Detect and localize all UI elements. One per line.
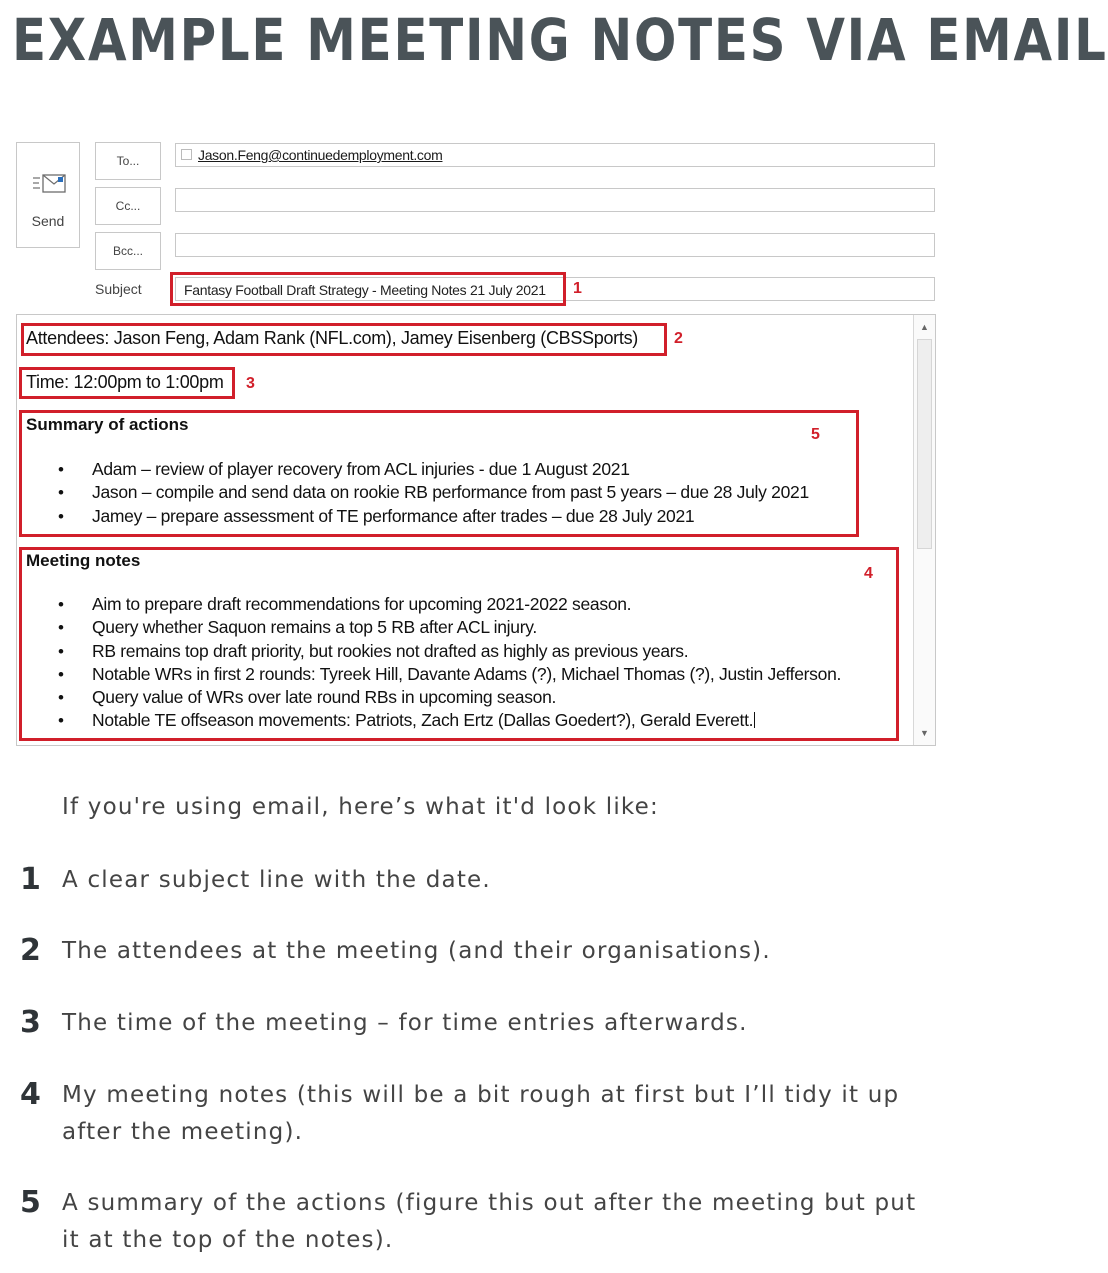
annotation-box-subject — [170, 272, 566, 306]
point-number: 5 — [20, 1185, 41, 1220]
list-item — [26, 709, 841, 732]
recipient-checkbox[interactable] — [181, 149, 192, 160]
summary-actions-list — [26, 458, 809, 528]
list-item-text: Notable TE offseason movements: Patriots, Zach Ertz (Dallas Goedert?), Gerald Everett. — [92, 710, 754, 731]
point-text: The time of the meeting – for time entries afterwards. — [62, 1010, 748, 1036]
intro-text: If you're using email, here’s what it'd look like: — [62, 794, 659, 820]
subject-value: Fantasy Football Draft Strategy - Meeting Notes 21 July 2021 — [184, 282, 546, 298]
meeting-notes-list — [26, 593, 841, 733]
send-button[interactable] — [16, 142, 80, 248]
bcc-button[interactable]: Bcc... — [95, 232, 161, 270]
list-item: • Jamey – prepare assessment of TE performance after trades – due 28 July 2021 — [26, 505, 809, 528]
list-item — [20, 1185, 940, 1259]
email-body[interactable] — [16, 314, 936, 746]
list-item — [20, 862, 940, 899]
point-number: 2 — [20, 933, 41, 968]
to-field[interactable] — [175, 143, 935, 167]
time-line: Time: 12:00pm to 1:00pm — [26, 372, 224, 392]
point-text: My meeting notes (this will be a bit rough at first but I’ll tidy it up after the meeting). — [62, 1082, 900, 1145]
to-recipient[interactable]: Jason.Feng@continuedemployment.com — [198, 147, 443, 163]
cc-button[interactable]: Cc... — [95, 187, 161, 225]
vertical-scrollbar[interactable] — [913, 315, 935, 745]
annotation-number-summary: 5 — [811, 426, 820, 443]
attendees-line: Attendees: Jason Feng, Adam Rank (NFL.com), Jamey Eisenberg (CBSSports) — [26, 328, 638, 348]
cc-field[interactable] — [175, 188, 935, 212]
point-text: A clear subject line with the date. — [62, 867, 491, 893]
annotation-number-subject: 1 — [573, 280, 582, 297]
to-button[interactable]: To... — [95, 142, 161, 180]
list-item: • Jason – compile and send data on rookie RB performance from past 5 years – due 28 July 2021 — [26, 481, 809, 504]
email-compose-window — [16, 140, 936, 748]
list-item: • Adam – review of player recovery from ACL injuries - due 1 August 2021 — [26, 458, 809, 481]
summary-heading: Summary of actions — [26, 415, 189, 434]
point-number: 4 — [20, 1077, 41, 1112]
scroll-up-arrow-icon[interactable]: ▲ — [920, 322, 929, 332]
point-text: A summary of the actions (figure this out after the meeting but put it at the top of the notes). — [62, 1190, 917, 1253]
scroll-down-arrow-icon[interactable]: ▼ — [920, 728, 929, 738]
send-label: Send — [31, 213, 65, 229]
list-item: • Aim to prepare draft recommendations for upcoming 2021-2022 season. — [26, 593, 841, 616]
explanation-list — [20, 862, 940, 1259]
list-item: • Query whether Saquon remains a top 5 RB after ACL injury. — [26, 616, 841, 639]
list-item — [20, 1077, 940, 1151]
list-item: • Notable WRs in first 2 rounds: Tyreek Hill, Davante Adams (?), Michael Thomas (?), Justin Jefferson. — [26, 663, 841, 686]
subject-label: Subject — [95, 281, 142, 297]
send-envelope-icon — [33, 173, 67, 195]
bcc-field[interactable] — [175, 233, 935, 257]
point-number: 3 — [20, 1005, 41, 1040]
annotation-number-attendees: 2 — [674, 330, 683, 347]
scroll-thumb[interactable] — [917, 339, 932, 549]
annotation-number-time: 3 — [246, 375, 255, 392]
point-text: The attendees at the meeting (and their organisations). — [62, 938, 771, 964]
list-item: • Query value of WRs over late round RBs in upcoming season. — [26, 686, 841, 709]
point-number: 1 — [20, 862, 41, 897]
annotation-number-notes: 4 — [864, 565, 873, 582]
notes-heading: Meeting notes — [26, 551, 141, 570]
text-cursor — [754, 712, 755, 728]
list-item — [20, 933, 940, 970]
page-title: EXAMPLE MEETING NOTES VIA EMAIL — [12, 6, 1108, 74]
list-item: • RB remains top draft priority, but rookies not drafted as highly as previous years. — [26, 640, 841, 663]
list-item — [20, 1005, 940, 1042]
